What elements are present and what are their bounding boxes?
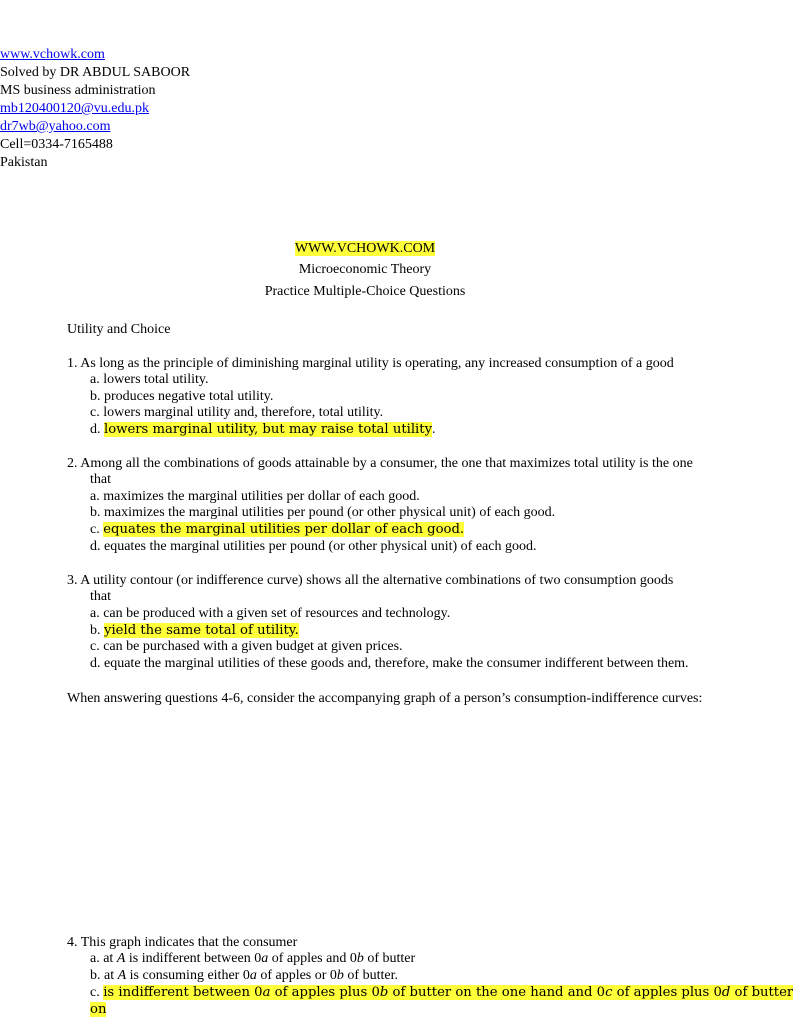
q2-stem-cont: that (90, 472, 111, 487)
q1-answer-highlight: lowers marginal utility, but may raise total utility (104, 422, 433, 437)
q3-option-c: c. can be purchased with a given budget at given prices. (90, 639, 403, 654)
q3-stem: 3. A utility contour (or indifference curve) shows all the alternative combinations of two consumption goods (67, 573, 674, 588)
subject-title: Microeconomic Theory (298, 262, 432, 277)
q1-option-a: a. lowers total utility. (90, 372, 209, 387)
q4-answer-highlight: is indifferent between 0a of apples plus 0b of butter on the one hand and 0c of apples plus 0d of butter (103, 985, 793, 1000)
degree-text: MS business administration (0, 83, 156, 98)
graph-placeholder (67, 715, 667, 925)
q4-option-b: b. at A is consuming either 0a of apples or 0b of butter. (90, 968, 398, 983)
q3-option-b: b. yield the same total of utility. (90, 623, 299, 638)
q4-option-a: a. at A is indifferent between 0a of apples and 0b of butter (90, 951, 416, 966)
q2-stem: 2. Among all the combinations of goods attainable by a consumer, the one that maximizes total utility is the one (67, 456, 693, 471)
q4-option-c: c. is indifferent between 0a of apples plus 0b of butter on the one hand and 0c of apples plus 0d of butter (90, 985, 793, 1000)
q3-option-a: a. can be produced with a given set of resources and technology. (90, 606, 451, 621)
solved-by-text: Solved by DR ABDUL SABOOR (0, 65, 191, 80)
email-link-1[interactable]: mb120400120@vu.edu.pk (0, 101, 149, 116)
section-heading: Utility and Choice (67, 322, 171, 337)
graph-intro: When answering questions 4-6, consider the accompanying graph of a person’s consumption-indifference curves: (67, 691, 703, 706)
q4-stem: 4. This graph indicates that the consumer (67, 935, 298, 950)
q3-option-d: d. equate the marginal utilities of these goods and, therefore, make the consumer indifferent between them. (90, 656, 689, 671)
q1-stem: 1. As long as the principle of diminishing marginal utility is operating, any increased consumption of a good (67, 356, 674, 371)
q2-option-c: c. equates the marginal utilities per dollar of each good. (90, 522, 465, 537)
q3-answer-highlight: yield the same total of utility. (104, 623, 299, 638)
q4-answer-highlight-cont: on (90, 1002, 107, 1017)
email-link-2[interactable]: dr7wb@yahoo.com (0, 119, 111, 134)
q1-option-c: c. lowers marginal utility and, therefore, total utility. (90, 405, 384, 420)
subtitle: Practice Multiple-Choice Questions (264, 284, 466, 299)
q2-option-b: b. maximizes the marginal utilities per pound (or other physical unit) of each good. (90, 505, 556, 520)
country-text: Pakistan (0, 155, 48, 170)
title-site-highlight: WWW.VCHOWK.COM (294, 241, 436, 256)
q2-option-a: a. maximizes the marginal utilities per dollar of each good. (90, 489, 420, 504)
q2-option-d: d. equates the marginal utilities per pound (or other physical unit) of each good. (90, 539, 537, 554)
q1-option-b: b. produces negative total utility. (90, 389, 274, 404)
q2-answer-highlight: equates the marginal utilities per dollar of each good. (103, 522, 465, 537)
cell-text: Cell=0334-7165488 (0, 137, 113, 152)
title-site (0, 240, 730, 257)
q1-option-d: d. lowers marginal utility, but may raise total utility. (90, 422, 436, 437)
q3-stem-cont: that (90, 589, 111, 604)
site-link[interactable]: www.vchowk.com (0, 47, 105, 62)
q4-option-c-cont (90, 1001, 106, 1018)
